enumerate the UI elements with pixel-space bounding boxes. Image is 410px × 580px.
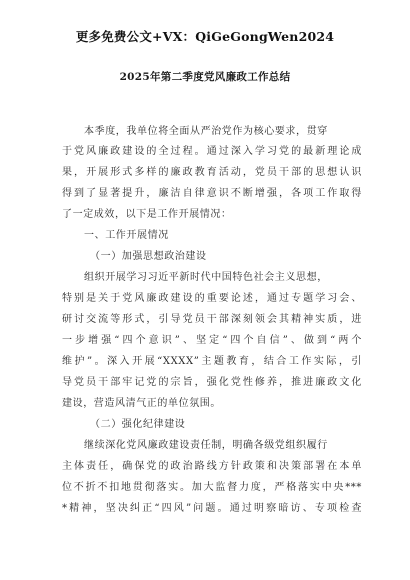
paragraph-line: 一步增强“四个意识”、坚定“四个自信”、做到“两个 — [62, 335, 362, 346]
paragraph-line: 于党风廉政建设的全过程。通过深入学习党的最新理论成 — [62, 146, 362, 157]
paragraph-line: 组织开展学习习近平新时代中国特色社会主义思想， — [84, 272, 328, 283]
subsection-heading: （一）加强思想政治建设 — [90, 251, 207, 262]
paragraph-line: 研讨交流等形式，引导党员干部深刻领会其精神实质，进 — [62, 314, 362, 325]
paragraph-line: 果，开展形式多样的廉政教育活动，党员干部的思想认识 — [62, 167, 362, 178]
paragraph-line: *精神，坚决纠正“四风”问题。通过明察暗访、专项检查 — [62, 503, 362, 514]
paragraph-line: 位不折不扣地贯彻落实。加大监督力度，严格落实中央*** — [62, 482, 362, 493]
paragraph-line: 导党员干部牢记党的宗旨，强化党性修养，推进廉政文化 — [62, 377, 362, 388]
paragraph-line: 主体责任，确保党的政治路线方针政策和决策部署在本单 — [62, 461, 362, 472]
paragraph-line: 建设，营造风清气正的单位氛围。 — [62, 398, 221, 409]
paragraph-line: 得到了显著提升，廉洁自律意识不断增强，各项工作取得 — [62, 188, 362, 199]
section-heading: 一、工作开展情况 — [84, 230, 169, 241]
document-title: 2025年第二季度党风廉政工作总结 — [119, 71, 291, 83]
paragraph-line: 特别是关于党风廉政建设的重要论述，通过专题学习会、 — [62, 293, 362, 304]
promo-banner: 更多免费公文+VX：QiGeGongWen2024 — [75, 29, 335, 44]
paragraph-line: 了一定成效，以下是工作开展情况： — [62, 209, 232, 220]
paragraph-line: 维护”。深入开展“XXXX”主题教育，结合工作实际，引 — [62, 356, 362, 367]
paragraph-line: 继续深化党风廉政建设责任制，明确各级党组织履行 — [84, 440, 328, 451]
paragraph-line: 本季度，我单位将全面从严治党作为核心要求，贯穿 — [84, 126, 328, 137]
subsection-heading: （二）强化纪律建设 — [90, 419, 186, 430]
